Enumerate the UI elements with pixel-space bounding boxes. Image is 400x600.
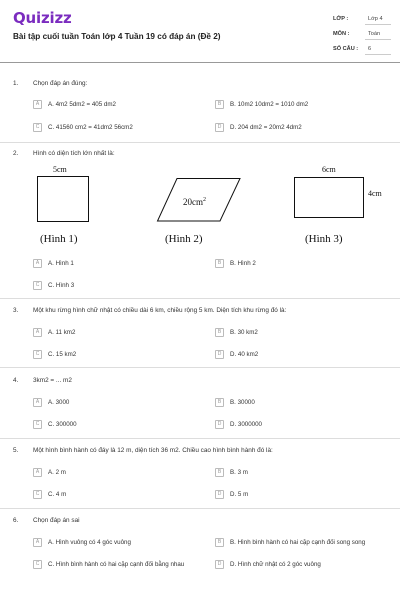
meta-subject-value: Toán (368, 31, 381, 37)
figure-2-label (183, 197, 206, 207)
question-3-option-c[interactable] (33, 348, 76, 360)
question-1-number: 1. (13, 80, 19, 87)
option-text: B. Hình 2 (230, 259, 256, 267)
option-letter-box: D (215, 490, 224, 499)
question-4-number: 4. (13, 377, 19, 384)
option-letter-box: B (215, 468, 224, 477)
figure-2-caption: (Hình 2) (165, 233, 203, 245)
question-5-option-d[interactable] (215, 488, 248, 500)
question-5-option-c[interactable] (33, 488, 66, 500)
option-letter-box: C (33, 123, 42, 132)
meta-grade-value: Lớp 4 (368, 16, 383, 22)
option-text: A. 11 km2 (48, 328, 76, 336)
figure-1-label: 5cm (53, 165, 67, 174)
question-5-text: Một hình bình hành có đáy là 12 m, diện tích 36 m2. Chiều cao hình bình hành đó là: (33, 447, 273, 454)
option-letter-box: C (33, 490, 42, 499)
question-5-option-b[interactable] (215, 466, 248, 478)
question-2-option-c[interactable] (33, 279, 74, 291)
question-1-option-d[interactable] (215, 121, 302, 133)
option-letter-box: B (215, 328, 224, 337)
figure-3-caption: (Hình 3) (305, 233, 343, 245)
figure-2-label-sup: 2 (203, 197, 206, 203)
meta-subject-key: MÔN : (333, 31, 350, 37)
option-text: B. Hình bình hành có hai cặp cạnh đối song song (230, 538, 366, 546)
option-letter-box: A (33, 538, 42, 547)
option-text: A. 4m2 5dm2 = 405 dm2 (48, 100, 116, 108)
question-4-text: 3km2 = ... m2 (33, 377, 72, 384)
option-letter-box: A (33, 328, 42, 337)
question-5-option-a[interactable] (33, 466, 66, 478)
option-letter-box: B (215, 259, 224, 268)
option-text: A. Hình vuông có 4 góc vuông (48, 538, 131, 546)
option-text: C. Hình bình hành có hai cặp cạnh đối bằng nhau (48, 560, 185, 568)
question-2-text: Hình có diện tích lớn nhất là: (33, 150, 115, 157)
question-separator (0, 438, 400, 439)
option-text: C. 300000 (48, 420, 77, 428)
option-letter-box: A (33, 100, 42, 109)
option-letter-box: C (33, 281, 42, 290)
worksheet-title: Bài tập cuối tuần Toán lớp 4 Tuần 19 có đáp án (Đề 2) (13, 32, 221, 41)
option-text: D. 204 dm2 = 20m2 4dm2 (230, 123, 302, 131)
question-1-option-c[interactable] (33, 121, 133, 133)
option-text: B. 3 m (230, 468, 248, 476)
question-separator (0, 142, 400, 143)
question-4-option-d[interactable] (215, 418, 262, 430)
option-text: D. Hình chữ nhật có 2 góc vuông (230, 560, 321, 568)
option-text: C. 41560 cm2 = 41dm2 56cm2 (48, 123, 133, 131)
question-4-option-c[interactable] (33, 418, 77, 430)
question-separator (0, 298, 400, 299)
option-text: D. 40 km2 (230, 350, 259, 358)
figure-3-top-label: 6cm (322, 165, 336, 174)
question-1-option-b[interactable] (215, 98, 308, 110)
meta-grade-key: LỚP : (333, 16, 349, 22)
figure-1-square (37, 176, 89, 222)
option-letter-box: C (33, 560, 42, 569)
option-text: D. 5 m (230, 490, 249, 498)
figure-1-caption: (Hình 1) (40, 233, 78, 245)
option-text: B. 10m2 10dm2 = 1010 dm2 (230, 100, 309, 108)
option-letter-box: B (215, 538, 224, 547)
question-6-option-a[interactable] (33, 536, 131, 548)
question-2-option-a[interactable] (33, 257, 74, 269)
figure-3-side-label: 4cm (368, 189, 382, 198)
question-3-option-a[interactable] (33, 326, 75, 338)
question-1-text: Chọn đáp án đúng: (33, 80, 88, 87)
option-letter-box: D (215, 420, 224, 429)
option-letter-box: B (215, 398, 224, 407)
question-1-option-a[interactable] (33, 98, 116, 110)
option-text: B. 30 km2 (230, 328, 258, 336)
option-text: D. 3000000 (230, 420, 262, 428)
question-4-option-b[interactable] (215, 396, 255, 408)
question-6-option-d[interactable] (215, 558, 321, 570)
question-4-option-a[interactable] (33, 396, 69, 408)
option-letter-box: B (215, 100, 224, 109)
question-6-number: 6. (13, 517, 19, 524)
option-letter-box: C (33, 420, 42, 429)
option-letter-box: D (215, 560, 224, 569)
option-text: A. 3000 (48, 398, 70, 406)
option-letter-box: D (215, 350, 224, 359)
question-3-text: Một khu rừng hình chữ nhật có chiều dài 6 km, chiều rộng 5 km. Diện tích khu rừng đó là: (33, 307, 287, 314)
question-3-option-d[interactable] (215, 348, 258, 360)
question-2-option-b[interactable] (215, 257, 256, 269)
meta-count-value: 6 (368, 46, 372, 52)
option-letter-box: C (33, 350, 42, 359)
option-letter-box: D (215, 123, 224, 132)
quizizz-logo: Quizizz (13, 9, 72, 27)
question-separator (0, 508, 400, 509)
question-2-number: 2. (13, 150, 19, 157)
option-text: B. 30000 (230, 398, 255, 406)
option-text: C. 4 m (48, 490, 67, 498)
header-divider (0, 62, 400, 63)
option-text: C. Hình 3 (48, 281, 75, 289)
question-3-number: 3. (13, 307, 19, 314)
meta-count-underline (365, 54, 391, 55)
option-text: C. 15 km2 (48, 350, 77, 358)
option-text: A. Hình 1 (48, 259, 74, 267)
meta-subject-underline (365, 39, 391, 40)
question-6-option-b[interactable] (215, 536, 365, 548)
option-letter-box: A (33, 259, 42, 268)
option-letter-box: A (33, 398, 42, 407)
meta-count-key: SỐ CÂU : (333, 46, 359, 52)
option-text: A. 2 m (48, 468, 66, 476)
question-6-option-c[interactable] (33, 558, 184, 570)
question-separator (0, 367, 400, 368)
figure-2-label-base: 20cm (183, 197, 203, 207)
question-3-option-b[interactable] (215, 326, 258, 338)
option-letter-box: A (33, 468, 42, 477)
question-5-number: 5. (13, 447, 19, 454)
figure-3-rectangle (294, 177, 364, 218)
meta-grade-underline (365, 24, 391, 25)
question-6-text: Chọn đáp án sai (33, 517, 80, 524)
